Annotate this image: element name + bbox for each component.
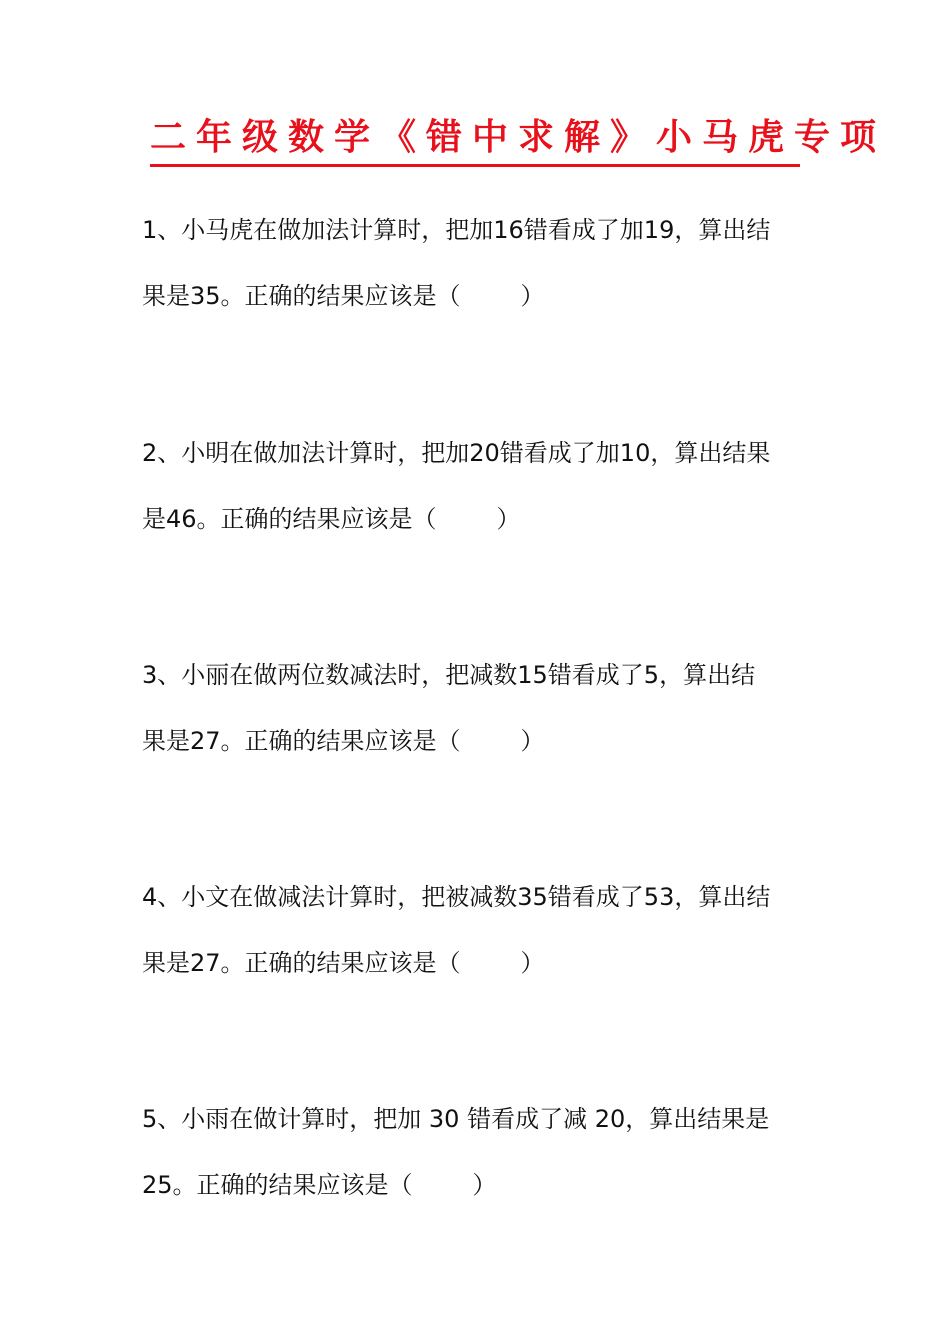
question-4-prompt: 果是27。正确的结果应该是（ — [142, 949, 461, 977]
question-1-line-1: 1、小马虎在做加法计算时，把加16错看成了加19，算出结 — [142, 216, 771, 244]
question-1-prompt: 果是35。正确的结果应该是（ — [142, 282, 461, 310]
title-underline — [150, 164, 800, 167]
question-5-line-1: 5、小雨在做计算时，把加 30 错看成了减 20，算出结果是 — [142, 1105, 770, 1133]
answer-blank-5[interactable]: ） — [472, 1171, 497, 1199]
question-5 — [142, 1086, 807, 1218]
answer-blank-4[interactable]: ） — [520, 949, 545, 977]
question-3-line-1: 3、小丽在做两位数减法时，把减数15错看成了5，算出结 — [142, 661, 756, 689]
answer-blank-3[interactable]: ） — [520, 727, 545, 755]
question-2-line-1: 2、小明在做加法计算时，把加20错看成了加10，算出结果 — [142, 439, 771, 467]
page-header — [150, 112, 887, 170]
question-4 — [142, 864, 807, 996]
question-5-prompt: 25。正确的结果应该是（ — [142, 1171, 413, 1199]
question-1 — [142, 197, 807, 329]
question-3-prompt: 果是27。正确的结果应该是（ — [142, 727, 461, 755]
question-3-line-2 — [142, 708, 807, 774]
answer-blank-1[interactable]: ） — [520, 282, 545, 310]
question-1-line-2 — [142, 263, 807, 329]
question-5-line-2 — [142, 1152, 807, 1218]
question-2-line-2 — [142, 486, 807, 552]
question-4-line-2 — [142, 930, 807, 996]
answer-blank-2[interactable]: ） — [496, 505, 521, 533]
question-2 — [142, 420, 807, 552]
question-3 — [142, 642, 807, 774]
page-title: 二年级数学《错中求解》小马虎专项 — [150, 116, 887, 158]
question-4-line-1: 4、小文在做减法计算时，把被减数35错看成了53，算出结 — [142, 883, 771, 911]
question-2-prompt: 是46。正确的结果应该是（ — [142, 505, 437, 533]
